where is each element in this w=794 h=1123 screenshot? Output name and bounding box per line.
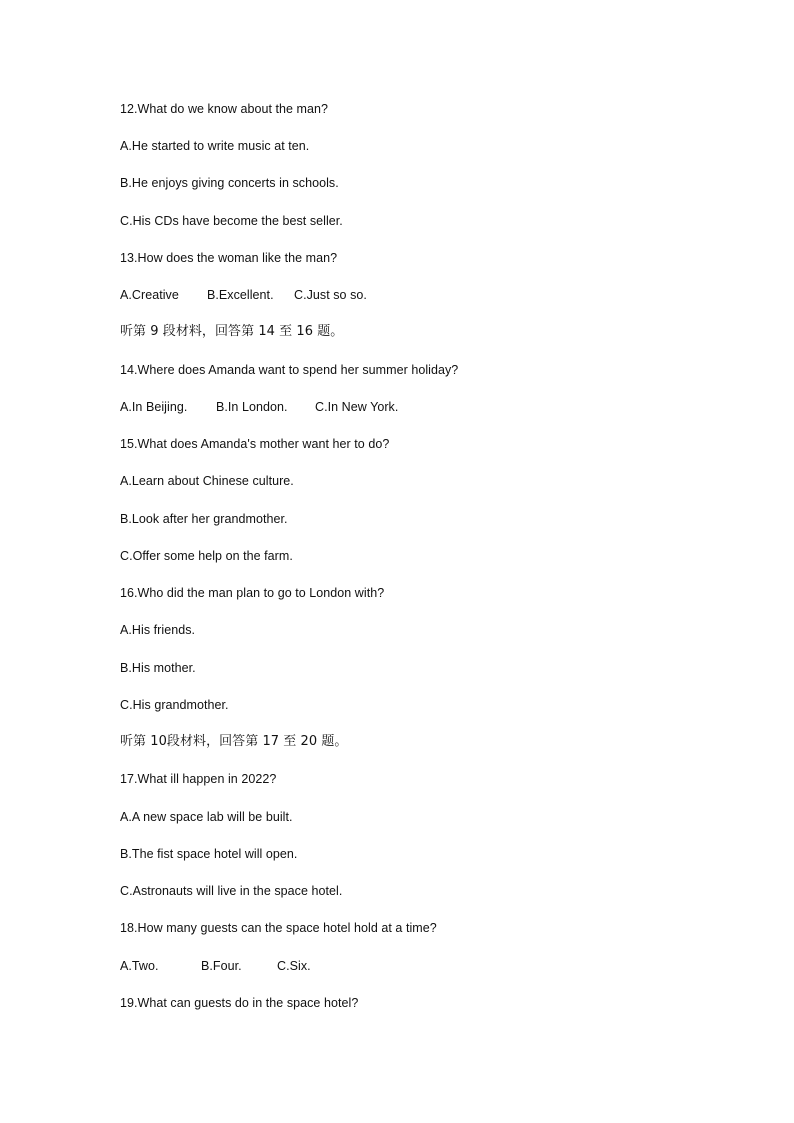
option-18b: B.Four. [201,959,242,973]
option-14a: A.In Beijing. [120,400,188,414]
option-14b: B.In London. [216,400,288,414]
option-18c: C.Six. [277,959,311,973]
option-17a: A.A new space lab will be built. [120,810,293,824]
option-16b: B.His mother. [120,661,196,675]
option-12b: B.He enjoys giving concerts in schools. [120,176,339,190]
option-18a: A.Two. [120,959,159,973]
options-14 [120,399,398,415]
question-17: 17.What ill happen in 2022? [120,772,277,786]
option-12c: C.His CDs have become the best seller. [120,214,343,228]
option-15b: B.Look after her grandmother. [120,512,288,526]
option-15c: C.Offer some help on the farm. [120,549,293,563]
section-heading-10: 听第 10段材料，回答第 17 至 20 题。 [120,734,348,749]
option-16a: A.His friends. [120,623,196,637]
option-12a: A.He started to write music at ten. [120,139,310,153]
options-13 [120,287,367,303]
option-15a: A.Learn about Chinese culture. [120,474,294,488]
option-13c: C.Just so so. [294,288,367,302]
question-14: 14.Where does Amanda want to spend her summer holiday? [120,363,459,377]
question-19: 19.What can guests do in the space hotel? [120,996,359,1010]
section-heading-9: 听第 9 段材料，回答第 14 至 16 题。 [120,324,344,339]
option-17c: C.Astronauts will live in the space hotel. [120,884,343,898]
question-18: 18.How many guests can the space hotel hold at a time? [120,921,437,935]
options-18 [120,958,311,974]
question-13: 13.How does the woman like the man? [120,251,338,265]
option-16c: C.His grandmother. [120,698,229,712]
question-15: 15.What does Amanda's mother want her to do? [120,437,390,451]
option-14c: C.In New York. [315,400,399,414]
option-17b: B.The fist space hotel will open. [120,847,298,861]
question-12: 12.What do we know about the man? [120,102,329,116]
option-13a: A.Creative [120,288,179,302]
option-13b: B.Excellent. [207,288,274,302]
question-16: 16.Who did the man plan to go to London with? [120,586,385,600]
